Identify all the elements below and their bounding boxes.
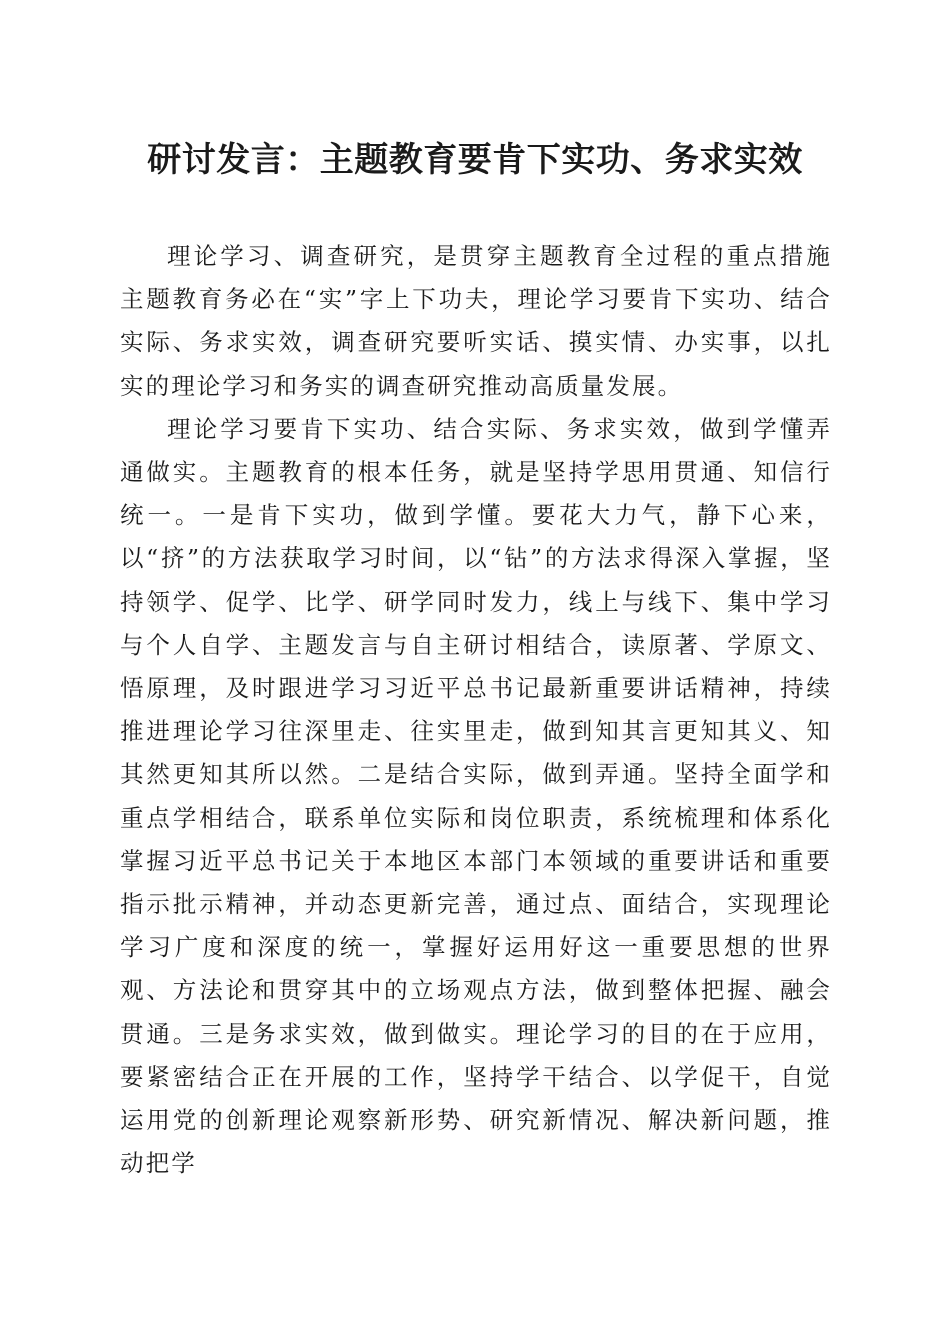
document-title: 研讨发言：主题教育要肯下实功、务求实效 bbox=[147, 140, 803, 180]
paragraph-2: 理论学习要肯下实功、结合实际、务求实效，做到学懂弄通做实。主题教育的根本任务，就是坚持学思用贯通、知信行统一。一是肯下实功，做到学懂。要花大力气，静下心来，以“挤”的方法获取学习时间，以“钻”的方法求得深入掌握，坚持领学、促学、比学、研学同时发力，线上与线下、集中学习与个人自学、主题发言与自主研讨相结合，读原著、学原文、悟原理，及时跟进学习习近平总书记最新重要讲话精神，持续推进理论学习往深里走、往实里走，做到知其言更知其义、知其然更知其所以然。二是结合实际，做到弄通。坚持全面学和重点学相结合，联系单位实际和岗位职责，系统梳理和体系化掌握习近平总书记关于本地区本部门本领域的重要讲话和重要指示批示精神，并动态更新完善，通过点、面结合，实现理论学习广度和深度的统一，掌握好运用好这一重要思想的世界观、方法论和贯穿其中的立场观点方法，做到整体把握、融会贯通。三是务求实效，做到做实。理论学习的目的在于应用，要紧密结合正在开展的工作，坚持学干结合、以学促干，自觉运用党的创新理论观察新形势、研究新情况、解决新问题，推动把学 bbox=[120, 414, 832, 1178]
paragraph-1: 理论学习、调查研究，是贯穿主题教育全过程的重点措施主题教育务必在“实”字上下功夫，理论学习要肯下实功、结合实际、务求实效，调查研究要听实话、摸实情、办实事，以扎实的理论学习和务实的调查研究推动高质量发展。 bbox=[120, 242, 832, 400]
document-body bbox=[120, 235, 832, 1185]
